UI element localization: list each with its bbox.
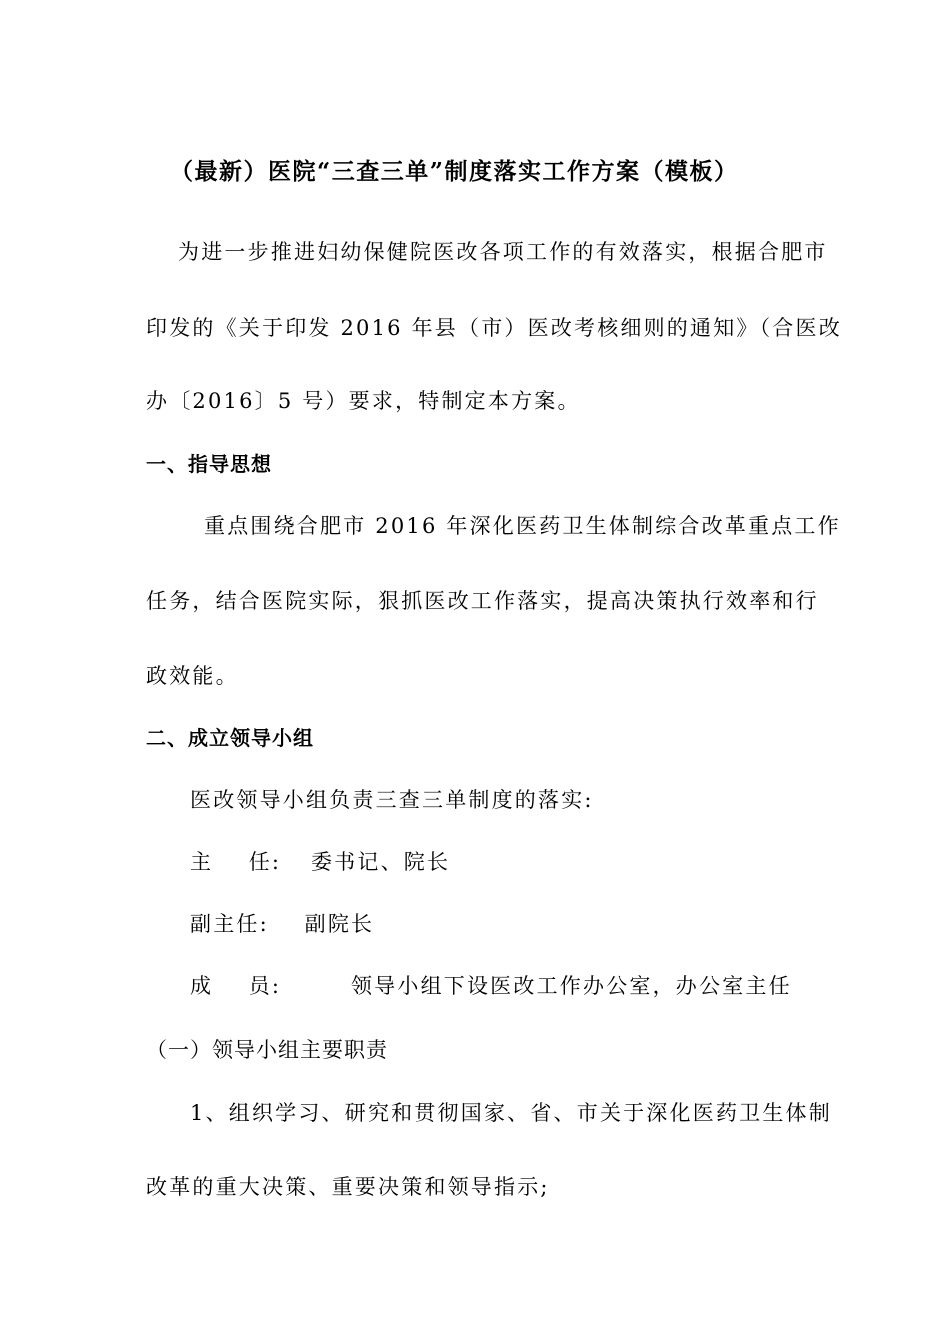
page-title: （最新）医院“三查三单”制度落实工作方案（模板） (170, 158, 739, 185)
section-1-line-3: 政效能。 (146, 664, 239, 688)
member-value: 领导小组下设医改工作办公室，办公室主任 (350, 974, 792, 998)
member-value: 副院长 (304, 912, 375, 936)
member-row-deputy-director (190, 914, 374, 935)
duty-line-2: 改革的重大决策、重要决策和领导指示; (146, 1175, 550, 1199)
member-value: 委书记、院长 (310, 850, 451, 874)
intro-line-3: 办〔2016〕5 号）要求，特制定本方案。 (146, 389, 581, 413)
member-label: 成 员: (190, 974, 282, 998)
intro-line-2: 印发的《关于印发 2016 年县（市）医改考核细则的通知》（合医改 (146, 316, 842, 340)
member-label: 主 任: (190, 850, 282, 874)
section-2-lead: 医改领导小组负责三查三单制度的落实: (190, 788, 594, 812)
duty-line-1: 1、组织学习、研究和贯彻国家、省、市关于深化医药卫生体制 (190, 1101, 832, 1125)
member-row-director (190, 852, 450, 873)
section-1-line-2: 任务，结合医院实际，狠抓医改工作落实，提高决策执行效率和行 (146, 589, 819, 613)
intro-line-1: 为进一步推进妇幼保健院医改各项工作的有效落实，根据合肥市 (178, 240, 828, 264)
section-2-heading: 二、成立领导小组 (146, 726, 314, 750)
subsection-1-heading: （一）领导小组主要职责 (146, 1038, 388, 1062)
section-1-line-1: 重点围绕合肥市 2016 年深化医药卫生体制综合改革重点工作 (204, 514, 841, 538)
member-row-members (190, 976, 792, 997)
member-label: 副主任: (190, 912, 269, 936)
section-1-heading: 一、指导思想 (146, 452, 272, 476)
